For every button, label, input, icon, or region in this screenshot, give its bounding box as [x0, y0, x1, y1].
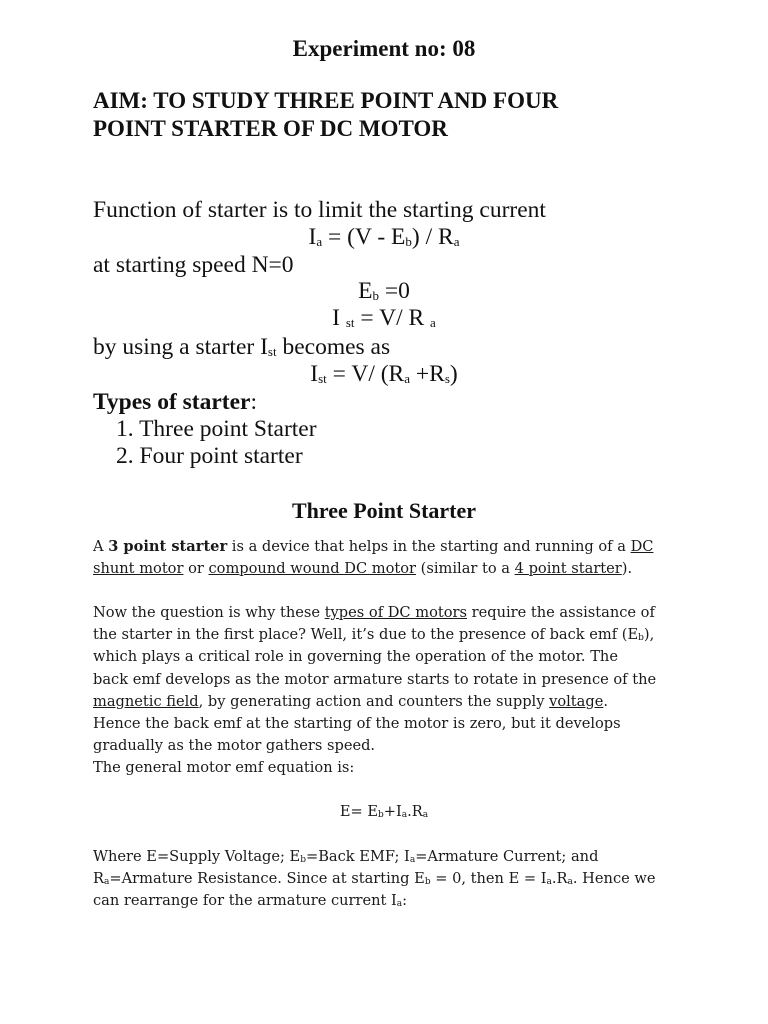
using-starter-text: by using a starter $I_{st}$ becomes as	[93, 334, 391, 360]
types-list-item: 1. Three point Starter	[116, 416, 317, 442]
equation-armature-current: $I_a = (V - E_b) / R_a$	[308, 224, 460, 250]
equation-back-emf: $E_b =0$	[358, 278, 410, 304]
paragraph-back-emf: Now the question is why these types of DC motors require the assistance of the starter in the first place? Well, it’s due to the presence of back emf $(E_b)$, which plays a critical role in governing the operation of the motor. The back emf develops as the motor armature starts to rotate in presence of the magnetic field, by generating action and counters the supply voltage. Hence the back emf at the starting of the motor is zero, but it develops gradually as the motor gathers speed. The general motor emf equation is:	[93, 604, 657, 777]
types-heading: Types of starter:	[93, 389, 258, 415]
link-voltage[interactable]: voltage	[549, 692, 604, 710]
page-title: Experiment no: 08	[292, 36, 476, 61]
link-shunt-motor[interactable]: shunt motor	[93, 560, 184, 578]
section-title: Three Point Starter	[291, 498, 477, 523]
equation-with-starter: $I_{st} = V/$ $(R_a +R_s)$	[310, 361, 458, 387]
aim-line-1: AIM: TO STUDY THREE POINT AND FOUR	[93, 88, 559, 113]
aim-line-2: POINT STARTER OF DC MOTOR	[93, 116, 448, 141]
emf-equation: $E= E_b+I_a.R_a$	[339, 803, 429, 820]
link-4-point-starter[interactable]: 4 point starter	[514, 560, 622, 578]
link-types-of-dc-motors[interactable]: types of DC motors	[324, 604, 467, 621]
link-compound-wound-dc-motor[interactable]: compound wound DC motor	[208, 560, 417, 578]
types-list-item: 2. Four point starter	[116, 443, 303, 469]
link-magnetic-field[interactable]: magnetic field	[93, 692, 199, 710]
starting-speed-text: at starting speed N=0	[93, 252, 294, 278]
equation-starting-current: I $_{st}$ = V/ R $_a$	[332, 305, 436, 331]
function-text: Function of starter is to limit the starting current	[93, 197, 546, 223]
link-dc[interactable]: DC	[630, 538, 654, 555]
paragraph-intro: A 3 point starter is a device that helps in the starting and running of a DC shunt motor or compound wound DC motor (similar to a 4 point starter).	[93, 538, 654, 578]
paragraph-definitions: Where E=Supply Voltage; $E_b=Back$ EMF; $I_a=Armature$ Current; and $R_a=Armature$ Resistance. Since at starting $E_b = 0$, then $E = I_a.R_a$. Hence we can rearrange for the armature current $I_a$:	[93, 848, 656, 910]
